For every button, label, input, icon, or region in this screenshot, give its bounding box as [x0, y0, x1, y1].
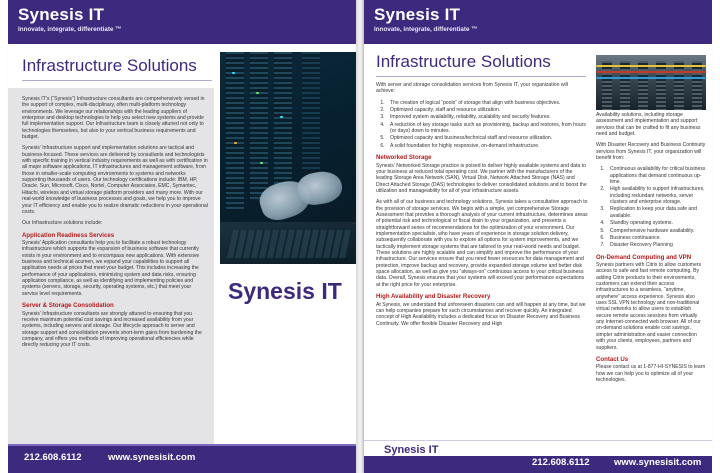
list-item: 7. Disaster Recovery Planning: [606, 242, 706, 248]
server-rack-image: [302, 52, 320, 172]
left-text-column: [22, 96, 208, 354]
disaster-recovery-benefits-list: [596, 166, 706, 248]
server-keyboard-photo: [220, 52, 356, 264]
right-text-column-2: [596, 112, 706, 388]
right-bottom-logo-suffix: IT: [428, 444, 439, 456]
list-item: 5. Optimized capacity and business/technical staff and resource utilization.: [386, 135, 588, 141]
status-led: [234, 142, 237, 144]
server-cabling-photo: [596, 55, 706, 110]
server-rack-image: [226, 52, 244, 212]
right-logo-suffix: IT: [444, 5, 461, 24]
section-paragraph: Synesis’ Application consultants help you to facilitate a robust technology infrastructure which supports the expansion of business software that currently exists in your environment and to encompass new applications. With extensive business and technical acumen, we expand your capabilities to support all application needs at prices that meet your budget. This includes increasing the performance of your applications, minimizing system and data risks, ensuring application compliance, as well as identifying and implementing policies and systems (servers, storage, security, operating systems, etc.) that meet your service level requirements.: [22, 240, 200, 297]
section-paragraph: At Synesis, we understand that unforeseen disasters can and will happen at any time, but we can help companies prepare for such circumstances and recover quickly. An integrated concept of High Availability includes a dedicated focus on Disaster Recovery and Business Continuity. We offer flexible Disaster Recovery and High: [376, 301, 586, 327]
server-cabinet-image: [602, 61, 612, 110]
right-logo-wordmark: [374, 5, 478, 25]
right-page-title: Infrastructure Solutions: [376, 52, 551, 71]
right-page: [364, 0, 712, 473]
left-header-bar: [8, 0, 356, 44]
server-rack-image: [250, 52, 268, 202]
status-led: [256, 92, 259, 94]
right-intro-paragraph: With server and storage consolidation services from Synesis IT, your organization will achieve:: [376, 82, 568, 95]
list-item: 4. A reduction of key storage tasks such as provisioning, backup and restores, from hours (or days) down to minutes.: [386, 122, 588, 135]
left-logo-suffix: IT: [88, 5, 105, 24]
cable-image: [596, 65, 706, 67]
left-logo-name: Synesis: [18, 5, 84, 24]
left-page: [8, 0, 356, 473]
server-cabinet-image: [620, 61, 630, 110]
right-title-rule: [376, 76, 586, 77]
list-item: 5. Comprehensive hardware availability.: [606, 228, 706, 234]
left-header-logo: [18, 5, 122, 41]
list-item: 1. Continuous availability for critical business applications that demand continuous up-time.: [606, 166, 706, 185]
section-paragraph: With Disaster Recovery and Business Continuity services from Synesis IT, your organization will benefit from:: [596, 142, 706, 162]
right-footer-rule: [364, 440, 712, 441]
cable-image: [596, 71, 706, 73]
consolidation-benefits-list: [376, 100, 588, 149]
section-paragraph: Synesis partners with Citrix to allow customers access to safe and fast remote computing. By adding Citrix products to their environments, customers can extend their access infrastructures to a seamless, “anytime, anywhere” access experience. Synesis also uses SSL VPN technology and non-traditional virtual networks to allow users to establish secure remote access sessions from virtually any Internet-connected web browser. All of our on-demand solutions enable cost savings, simpler administration and easier connection with your clients, employees, partners and suppliers.: [596, 262, 702, 351]
list-item: 2. High availability to support infrastructures, including redundant networks, server clusters and enterprise storage.: [606, 186, 706, 205]
right-header-logo: [374, 5, 478, 41]
server-cabinet-image: [656, 61, 666, 110]
big-logo: [228, 278, 342, 305]
status-led: [260, 162, 263, 164]
section-paragraph: As with all of our business and technology solutions, Synesis takes a consultative approach to the provision of storage services. We begin with a simple, yet comprehensive Storage Assessment that provides a thorough analysis of your current infrastructure, determines areas of potential risk and technological or fiscal drain to your organization, and presents a straightforward series of recommendations for the optimization of your environment. Our implementation specialists, who have years of experience in storage solution delivery, subsequently collaborate with you to explore all options for system improvements, and we tactically implement storage systems that are tailored to your real-world needs and budget. These solutions are highly scalable and can simplify and improve the performance of your infrastructure. Our services ensure that you need fewer resources for data management and protection, improve backup and recovery, provide expanded storage volume and better disk space allocation, as well as give you “always-on” continuous access to your critical business data. Overall, Synesis ensures that your systems will exceed your performance expectations at the right price for your enterprise.: [376, 199, 588, 288]
body-paragraph: Synesis’ Infrastructure support and implementation solutions are tactical and business-focused. These services are delivered by consultants and technologists with specific training in vertical industry requirements as well as with certification in all major software applications, IT infrastructures and management software, from those in smaller-scale computing environments to systems and networks supporting thousands of users. Our technology certifications include: IBM, HP, Oracle, Sun, Microsoft, Cisco, Nortel, Computer Associates, EMC, Symantec, Hitachi, wireless and virtual storage platform providers and many more. With our real-world knowledge of business processes and goals, we help you to improve your IT efficiency and enable you to realize dramatic reductions in your operational costs.: [22, 145, 208, 215]
left-page-title: Infrastructure Solutions: [22, 56, 197, 75]
section-heading: Server & Storage Consolidation: [22, 302, 114, 310]
spine-gutter: [356, 0, 364, 473]
intro-paragraph: Synesis IT’s (“Synesis”) Infrastructure consultants are comprehensively versed in the support of complex, multi-disciplinary, often multi-platform technology environments. We leverage our relationships with the leading suppliers of enterprise and desktop technologies to help you select new systems and provide full implementation support. Our Infrastructure team is closely attuned not only to technologies themselves, but also to your vertical business requirements and budget.: [22, 96, 205, 141]
list-item: 2. Optimized capacity, staff and resource utilization.: [386, 107, 588, 113]
server-cabinet-image: [674, 61, 684, 110]
solutions-lead-in: Our Infrastructure solutions include:: [22, 220, 103, 227]
right-text-column-1: [376, 82, 588, 332]
big-logo-name: Synesis: [228, 278, 315, 304]
left-title-rule: [22, 80, 212, 81]
status-led: [280, 116, 283, 118]
section-heading: Networked Storage: [376, 154, 432, 162]
hand-image: [296, 168, 345, 207]
server-cabinet-image: [638, 61, 648, 110]
keyboard-keys-image: [227, 230, 353, 258]
list-item: 3. Improved system availability, reliability, scalability and security features.: [386, 114, 588, 120]
big-logo-suffix: IT: [321, 278, 342, 304]
cable-image: [596, 77, 706, 79]
right-bottom-logo-name: Synesis: [384, 444, 426, 456]
contact-heading: Contact Us: [596, 355, 629, 363]
left-logo-wordmark: [18, 5, 122, 25]
center-logo-block: [220, 268, 356, 318]
list-item: 6. A solid foundation for highly responsive, on-demand infrastructure.: [386, 143, 588, 149]
right-footer-phone: 212.608.6112: [532, 457, 590, 468]
server-rack-image: [274, 52, 292, 192]
section-heading: Application Readiness Services: [22, 231, 115, 239]
right-logo-tagline: Innovate, integrate, differentiate ™: [374, 26, 478, 33]
right-footer-website: www.synesisit.com: [614, 457, 702, 468]
left-footer-phone: 212.608.6112: [24, 452, 82, 463]
right-logo-name: Synesis: [374, 5, 440, 24]
right-bottom-logo: [384, 444, 438, 456]
section-paragraph: Synesis’ Infrastructure consultants are strongly attuned to ensuring that you receive maximum potential cost savings and increased availability from your systems, including servers and storage. Our lifecycle approach to server and storage support and consolidation prevents short-term gains from burdening the company, and offers you methods of improving operational efficiencies while directly reducing your IT costs.: [22, 310, 202, 349]
right-header-bar: [364, 0, 712, 44]
section-heading: On-Demand Computing and VPN: [596, 253, 692, 261]
status-led: [232, 72, 235, 74]
list-item: 6. Business continuance.: [606, 235, 706, 241]
section-paragraph: Availability solutions, including storage assessment and implementation and support services that can be crafted to fit any business need and budget.: [596, 112, 701, 138]
server-cabinet-image: [692, 61, 702, 110]
contact-paragraph: Please contact us at 1-877-HI-SYNESIS to learn how we can help you to optimize all of your technologies.: [596, 364, 706, 384]
list-item: 1. The creation of logical “pools” of storage that align with business objectives.: [386, 100, 588, 106]
left-logo-tagline: Innovate, integrate, differentiate ™: [18, 26, 122, 33]
section-heading: High Availability and Disaster Recovery: [376, 293, 491, 301]
section-paragraph: Synesis’ Networked Storage practice is poised to deliver highly available systems and data to your business at reduced total operating cost. We partner with the manufacturers of the leading Storage Area Network (SAN), Virtual Disk, Network Attached Storage (NAS) and Direct Attached Storage (DAS) technologies to deliver consolidated solutions and to boost the utilization and manageability for all of your infrastructure assets.: [376, 162, 587, 194]
list-item: 4. Standby operating systems.: [606, 220, 706, 226]
list-item: 3. Replication to keep your data safe and available.: [606, 206, 706, 219]
left-footer-stripe: [8, 444, 356, 446]
left-footer-website: www.synesisit.com: [108, 452, 196, 463]
